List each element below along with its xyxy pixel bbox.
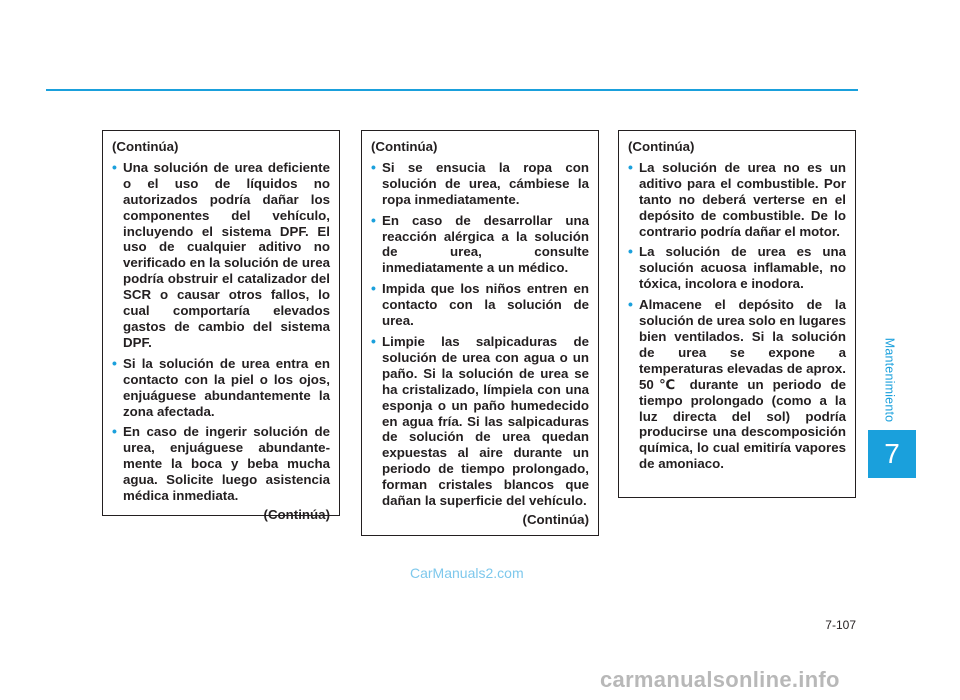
side-tab-label: Mantenimiento [882,337,896,423]
bullet-item: • Almacene el depósito de la solución de urea solo en lugares bien ventilados. Si la solución de urea se expone a temperaturas elevadas de aprox. 50℃ durante un periodo de tiempo prolongado (como a la luz directa del sol) podría producirse una descomposición química, lo cual emitiría vapores de amoniaco. [628,297,846,472]
bullet-list [371,160,589,509]
continued-label-bottom: (Continúa) [263,506,330,522]
bullet-item: • La solución de urea es una solución acuosa inflamable, no tóxica, incolora e inodora. [628,244,846,292]
bullet-item: • Limpie las salpicaduras de solución de urea con agua o un paño. Si la solución de urea se ha cristalizado, límpiela con una esponja o un paño humedecido en agua fría. Si las salpicaduras de solución de urea quedan expuestas al aire durante un periodo de tiempo prolongado, forman cristales blancos que dañan la superficie del vehículo. [371,334,589,509]
bullet-item: • Si se ensucia la ropa con solución de urea, cámbiese la ropa inmediatamente. [371,160,589,208]
continued-label-bottom: (Continúa) [522,511,589,527]
continued-label-top: (Continúa) [628,139,695,154]
page-number: 7-107 [825,618,856,632]
watermark-link[interactable]: CarManuals2.com [410,565,524,581]
warning-box-1 [102,130,340,522]
bullet-item: • En caso de desarrollar una reacción alérgica a la solución de urea, consulte inmediatamente a un médico. [371,213,589,277]
warning-box-3 [618,130,856,498]
header-rule [46,89,858,91]
bullet-item: • Una solución de urea deficiente o el uso de líquidos no autorizados podría dañar los componentes del vehículo, incluyendo el sistema DPF. El uso de cualquier aditivo no verificado en la solución de urea podría obstruir el catalizador del SCR o causar otros fallos, lo cual comportaría elevados gastos de cambio del sistema DPF. [112,160,330,351]
bullet-item: • La solución de urea no es un aditivo para el combustible. Por tanto no deberá verterse en el depósito de combustible. De lo contrario podría dañar el motor. [628,160,846,240]
warning-box-2 [361,130,599,536]
bullet-item: • Si la solución de urea entra en contacto con la piel o los ojos, enjuáguese abundantemente la zona afectada. [112,356,330,420]
bullet-list [112,160,330,504]
continued-label-top: (Continúa) [112,139,179,154]
side-tab [874,337,904,423]
bullet-item: • Impida que los niños entren en contacto con la solución de urea. [371,281,589,329]
continued-label-top: (Continúa) [371,139,438,154]
chapter-number-badge: 7 [868,430,916,478]
bullet-list [628,160,846,472]
bullet-item: • En caso de ingerir solución de urea, enjuáguese abundante-mente la boca y beba mucha agua. Solicite luego asistencia médica inmediata. [112,424,330,504]
watermark-footer: carmanualsonline.info [600,667,840,692]
